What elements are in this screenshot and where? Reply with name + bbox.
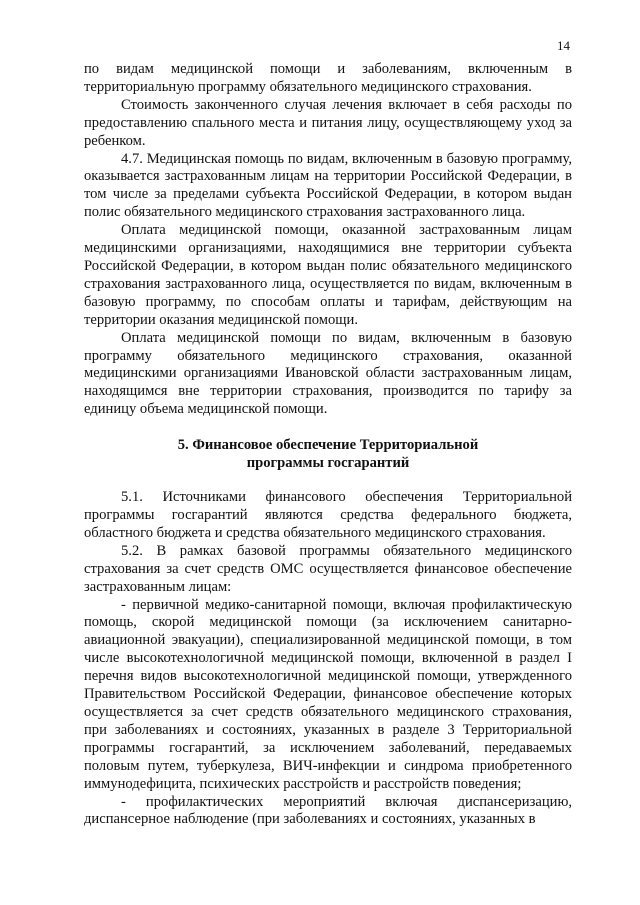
document-body: [84, 61, 572, 829]
section-heading-line-1: 5. Финансовое обеспечение Территориальной: [177, 437, 479, 454]
list-item-preventive-measures: - профилактических мероприятий включая диспансеризацию, диспансерное наблюдение (при заболеваниях и состояниях, указанных в: [84, 793, 572, 828]
paragraph-case-cost: Стоимость законченного случая лечения включает в себя расходы по предоставлению спального места и питания лицу, осуществляющему уход за ребенком.: [84, 96, 572, 149]
paragraph-4-7: 4.7. Медицинская помощь по видам, включенным в базовую программу, оказывается застрахованным лицам на территории Российской Федерации, в том числе за пределами субъекта Российской Федерации, в котором выдан полис обязательного медицинского страхования застрахованного лица.: [84, 150, 572, 221]
paragraph-payment-ivanovo: Оплата медицинской помощи по видам, включенным в базовую программу обязательного медицинского страхования, оказанной медицинскими организациями Ивановской области застрахованным лицам, находящимся вне территории страхования, производится по тарифу за единицу объема медицинской помощи.: [84, 329, 572, 418]
spacer: [84, 472, 572, 489]
paragraph-payment-outside-region: Оплата медицинской помощи, оказанной застрахованным лицам медицинскими организациями, находящимися вне территории субъекта Российской Федерации, в котором выдан полис обязательного медицинского страхования застрахованного лица, осуществляется по видам, включенным в базовую программу, по способам оплаты и тарифам, действующим на территории оказания медицинской помощи.: [84, 222, 572, 328]
list-item-primary-care: - первичной медико-санитарной помощи, включая профилактическую помощь, скорой медицинской помощи (за исключением санитарно-авиационной эвакуации), специализированной медицинской помощи, в том числе высокотехнологичной медицинской помощи, включенной в раздел I перечня видов высокотехнологичной медицинской помощи, утвержденного Правительством Российской Федерации, финансовое обеспечение которых осуществляется за счет средств обязательного медицинского страхования, при заболеваниях и состояниях, указанных в разделе 3 Территориальной программы госгарантий, за исключением заболеваний, передаваемых половым путем, туберкулеза, ВИЧ-инфекции и синдрома приобретенного иммунодефицита, психических расстройств и расстройств поведения;: [84, 596, 572, 792]
spacer: [84, 419, 572, 436]
section-heading: [84, 436, 572, 472]
paragraph-5-1: 5.1. Источниками финансового обеспечения Территориальной программы госгарантий являются средства федерального бюджета, областного бюджета и средства обязательного медицинского страхования.: [84, 489, 572, 541]
page-number: 14: [557, 38, 570, 53]
section-heading-line-2: программы госгарантий: [246, 455, 410, 472]
paragraph-continuation: по видам медицинской помощи и заболеваниям, включенным в территориальную программу обязательного медицинского страхования.: [84, 61, 572, 95]
paragraph-5-2: 5.2. В рамках базовой программы обязательного медицинского страхования за счет средств ОМС осуществляется финансовое обеспечение застрахованным лицам:: [84, 542, 572, 595]
